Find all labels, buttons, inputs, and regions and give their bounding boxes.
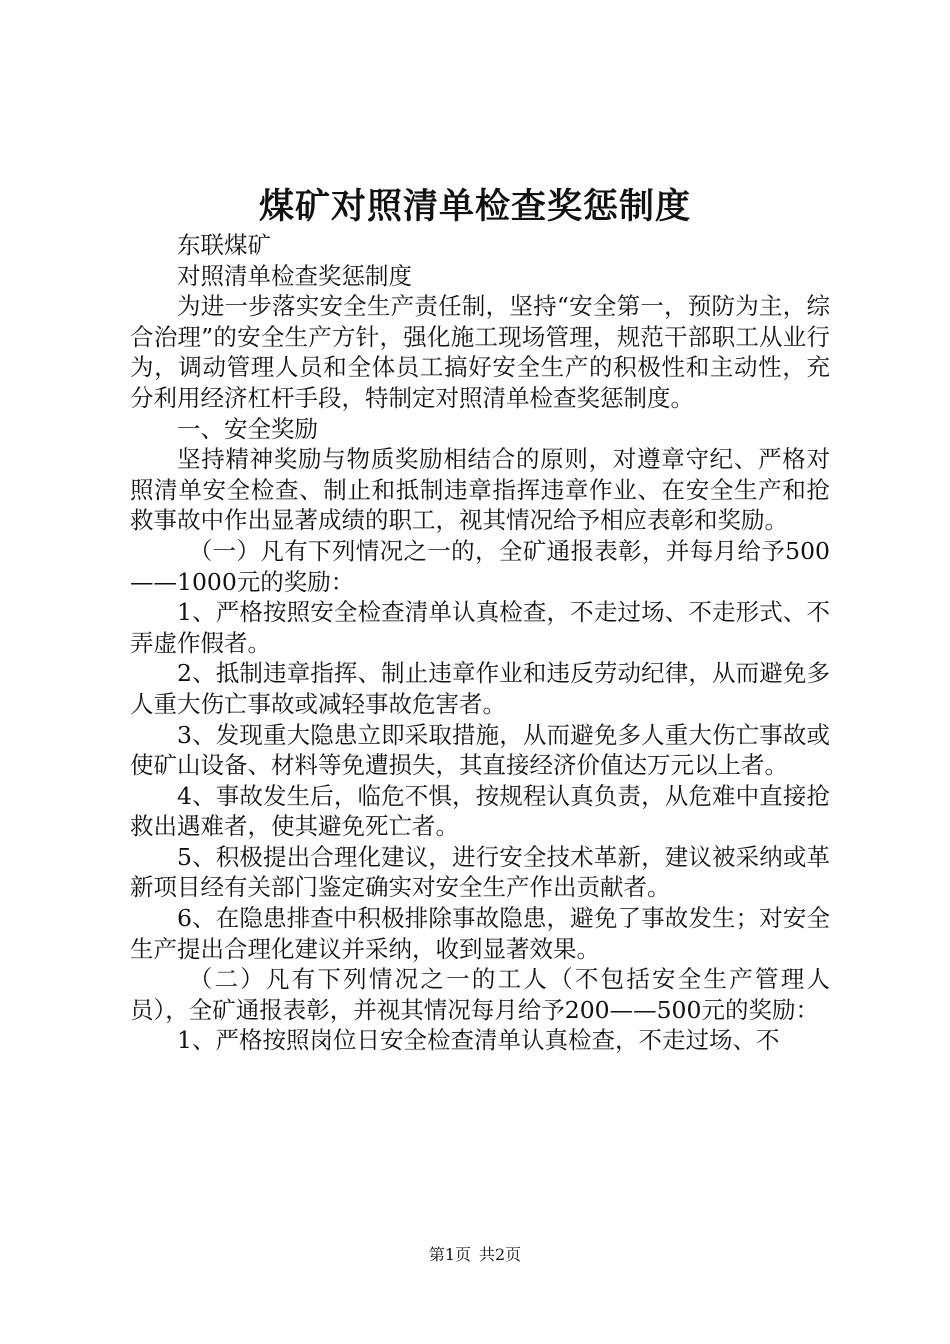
list-item: 6、在隐患排查中积极排除事故隐患，避免了事故发生；对安全生产提出合理化建议并采纳，收到显著效果。 [130, 904, 830, 963]
paragraph-subtitle: 对照清单检查奖惩制度 [177, 261, 412, 290]
list-item: 1、严格按照安全检查清单认真检查，不走过场、不走形式、不弄虚作假者。 [130, 598, 830, 657]
page-title: 煤矿对照清单检查奖惩制度 [258, 186, 691, 227]
section-heading-safety-reward: 一、安全奖励 [177, 414, 318, 443]
paragraph-reward-principle: 坚持精神奖励与物质奖励相结合的原则，对遵章守纪、严格对照清单安全检查、制止和抵制违章指挥违章作业、在安全生产和抢救事故中作出显著成绩的职工，视其情况给予相应表彰和奖励。 [130, 445, 830, 535]
list-item: 5、积极提出合理化建议，进行安全技术革新，建议被采纳或革新项目经有关部门鉴定确实对安全生产作出贡献者。 [130, 842, 830, 902]
document-body [130, 230, 830, 1056]
paragraph-intro: 为进一步落实安全生产责任制，坚持“安全第一，预防为主，综合治理”的安全生产方针，强化施工现场管理，规范干部职工从业行为，调动管理人员和全体员工搞好安全生产的积极性和主动性，充分利用经济杠杆手段，特制定对照清单检查奖惩制度。 [130, 292, 830, 412]
list-item: 1、严格按照岗位日安全检查清单认真检查，不走过场、不 [177, 1026, 780, 1055]
subsection-heading-2: （二）凡有下列情况之一的工人（不包括安全生产管理人员），全矿通报表彰，并视其情况每月给予200——500元的奖励： [130, 965, 830, 1024]
list-item: 3、发现重大隐患立即采取措施，从而避免多人重大伤亡事故或使矿山设备、材料等免遭损失，其直接经济价值达万元以上者。 [130, 720, 830, 780]
page-footer [0, 1243, 950, 1267]
page-total: 共2页 [479, 1245, 522, 1264]
list-item: 2、抵制违章指挥、制止违章作业和违反劳动纪律，从而避免多人重大伤亡事故或减轻事故危害者。 [130, 659, 830, 718]
page-number: 第1页 [428, 1245, 471, 1264]
paragraph-company: 东联煤矿 [177, 231, 271, 259]
list-item: 4、事故发生后，临危不惧，按规程认真负责，从危难中直接抢救出遇难者，使其避免死亡者。 [130, 781, 830, 841]
subsection-heading-1: （一）凡有下列情况之一的，全矿通报表彰，并每月给予500——1000元的奖励： [130, 536, 830, 596]
